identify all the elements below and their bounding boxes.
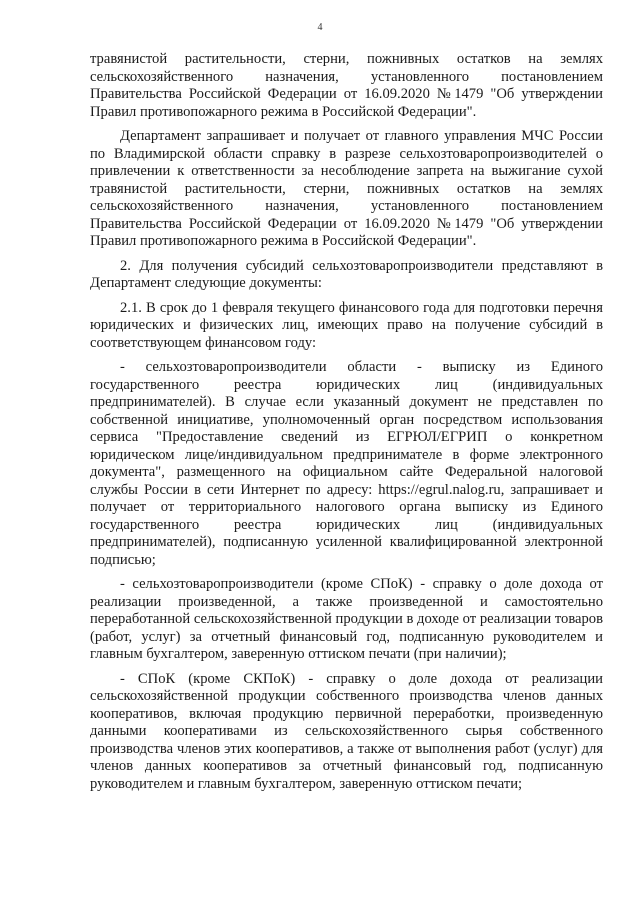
paragraph-income-share-producers: - сельхозтоваропроизводители (кроме СПоК) - справку о доле дохода от реализации произведенной, а также произведенной и самостоятельно переработанной сельскохозяйственной продукции в доходе от реализации товаров (работ, услуг) за отчетный финансовый год, подписанную руководителем и главным бухгалтером, заверенную оттиском печати (при наличии); bbox=[90, 576, 603, 662]
page-number: 4 bbox=[317, 22, 323, 33]
paragraph-egrul-extract: - сельхозтоваропроизводители области - выписку из Единого государственного реестра юридических лиц (индивидуальных предпринимателей). В случае если указанный документ не представлен по собственной инициативе, уполномоченный орган посредством использования сервиса "Предоставление сведений из ЕГРЮЛ/ЕГРИП о конкретном юридическом лице/индивидуальном предпринимателе в форме электронного документа", размещенного на официальном сайте Федеральной налоговой службы России в сети Интернет по адресу: https://egrul.nalog.ru, запрашивает и получает от территориального налогового органа выписку из Единого государственного реестра юридических лиц (индивидуальных предпринимателей), подписанную усиленной квалифицированной электронной подписью; bbox=[90, 359, 603, 568]
paragraph-income-share-cooperatives: - СПоК (кроме СКПоК) - справку о доле дохода от реализации сельскохозяйственной продукции собственного производства членов данных кооперативов, включая продукцию первичной переработки, произведенную данными кооперативами из сельскохозяйственного сырья собственного производства членов этих кооперативов, а также от выполнения работ (услуг) для членов данных кооперативов за отчетный финансовый год, подписанную руководителем и главным бухгалтером, заверенную оттиском печати; bbox=[90, 670, 603, 792]
document-body bbox=[90, 51, 603, 800]
paragraph-continuation: травянистой растительности, стерни, пожнивных остатков на землях сельскохозяйственного назначения, установленного постановлением Правительства Российской Федерации от 16.09.2020 №1479 "Об утверждении Правил противопожарного режима в Российской Федерации". bbox=[90, 51, 603, 120]
paragraph-item-2-1: 2.1. В срок до 1 февраля текущего финансового года для подготовки перечня юридических и физических лиц, имеющих право на получение субсидий в соответствующем финансовом году: bbox=[90, 299, 603, 351]
paragraph-item-2: 2. Для получения субсидий сельхозтоваропроизводители представляют в Департамент следующие документы: bbox=[90, 257, 603, 291]
paragraph-mchs-request: Департамент запрашивает и получает от главного управления МЧС России по Владимирской области справку в разрезе сельхозтоваропроизводителей о привлечении к ответственности за несоблюдение запрета на выжигание сухой травянистой растительности, стерни, пожнивных остатков на землях сельскохозяйственного назначения, установленного постановлением Правительства Российской Федерации от 16.09.2020 №1479 "Об утверждении Правил противопожарного режима в Российской Федерации". bbox=[90, 128, 603, 249]
